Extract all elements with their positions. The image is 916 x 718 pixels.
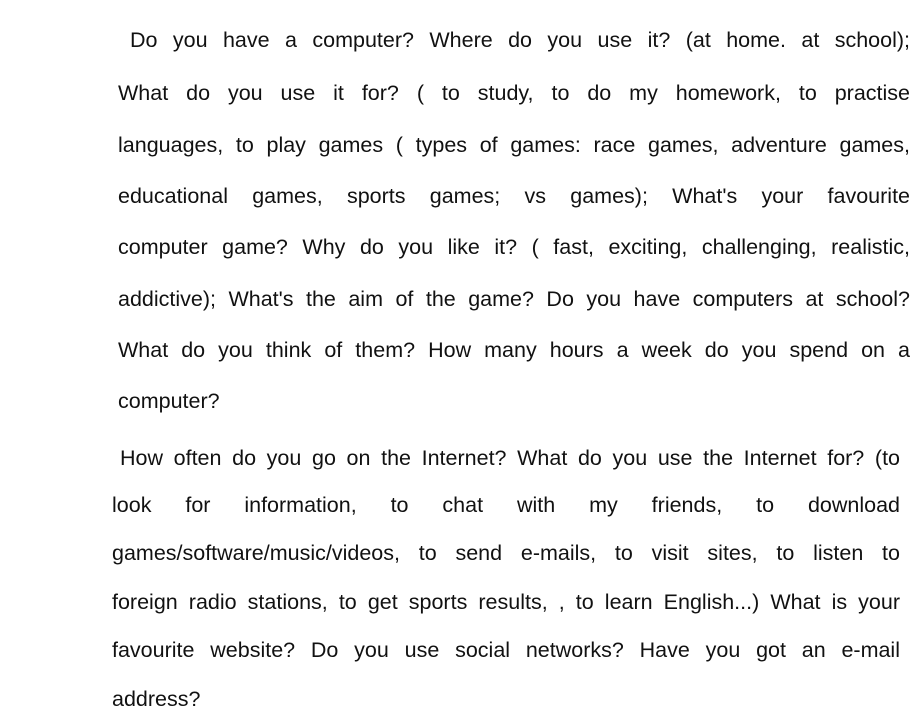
text-line: languages, to play games ( types of games: race games, adventure games, (118, 133, 910, 157)
text-line: addictive); What's the aim of the game? Do you have computers at school? (118, 287, 910, 311)
text-line: look for information, to chat with my friends, to download (112, 493, 900, 517)
text-line: What do you think of them? How many hours a week do you spend on a (118, 338, 910, 362)
text-line: How often do you go on the Internet? What do you use the Internet for? (to (120, 446, 900, 470)
text-line: foreign radio stations, to get sports results, , to learn English...) What is your (112, 590, 900, 614)
text-line: What do you use it for? ( to study, to do my homework, to practise (118, 81, 910, 105)
text-line: educational games, sports games; vs games); What's your favourite (118, 184, 910, 208)
text-line: Do you have a computer? Where do you use it? (at home. at school); (130, 28, 910, 52)
text-line: games/software/music/videos, to send e-mails, to visit sites, to listen to (112, 541, 900, 565)
text-line: computer game? Why do you like it? ( fast, exciting, challenging, realistic, (118, 235, 910, 259)
text-line: computer? (118, 389, 220, 413)
text-line: favourite website? Do you use social networks? Have you got an e-mail (112, 638, 900, 662)
text-line: address? (112, 687, 201, 711)
